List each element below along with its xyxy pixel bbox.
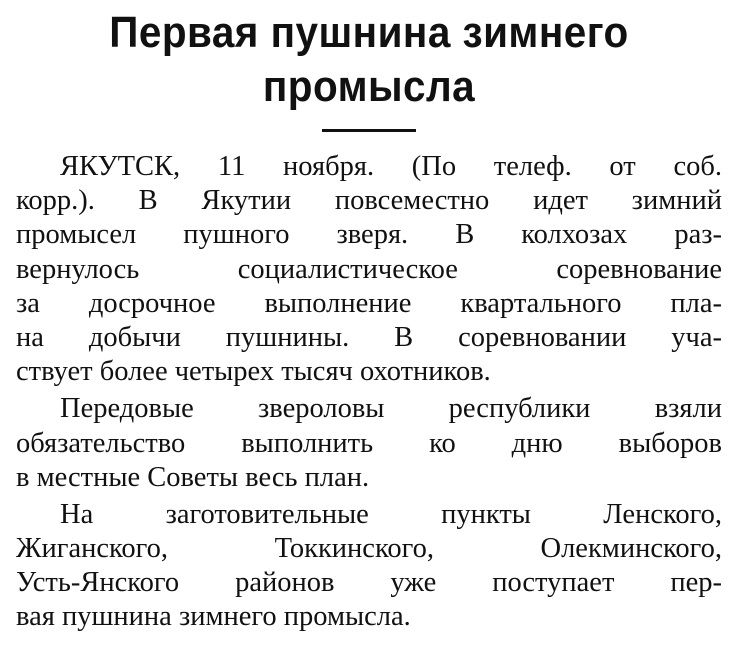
text-line: в местные Советы весь план. [16,461,370,493]
text-line: на добычи пушнины. В соревновании уча- [16,321,722,353]
headline-line-2: промысла [262,62,476,111]
article-body [16,150,722,635]
text-line: Передовые звероловы республики взяли [60,393,722,425]
text-line: за досрочное выполнение квартального пла- [16,287,722,319]
text-line: вая пушнина зимнего промысла. [16,601,411,633]
headline-divider [322,129,416,132]
paragraph-2 [16,392,722,495]
text-line: Усть-Янского районов уже поступает пер- [16,567,722,599]
text-line: обязательство выполнить ко дню выборов [16,427,722,459]
text-line: Жиганского, Токкинского, Олекминского, [16,533,722,565]
text-line: промысел пушного зверя. В колхозах раз- [16,219,722,251]
text-line: корр.). В Якутии повсеместно идет зимний [16,185,722,217]
dateline-line: ЯКУТСК, 11 ноября. (По телеф. от соб. [60,151,722,182]
paragraph-3 [16,498,722,635]
article-headline [66,6,671,114]
text-line: На заготовительные пункты Ленского, [60,498,722,530]
paragraph-1 [16,150,722,389]
headline-line-1: Первая пушнина зимнего [109,8,629,57]
text-line: вернулось социалистическое соревнование [16,253,722,285]
text-line: ствует более четырех тысяч охотников. [16,356,491,388]
